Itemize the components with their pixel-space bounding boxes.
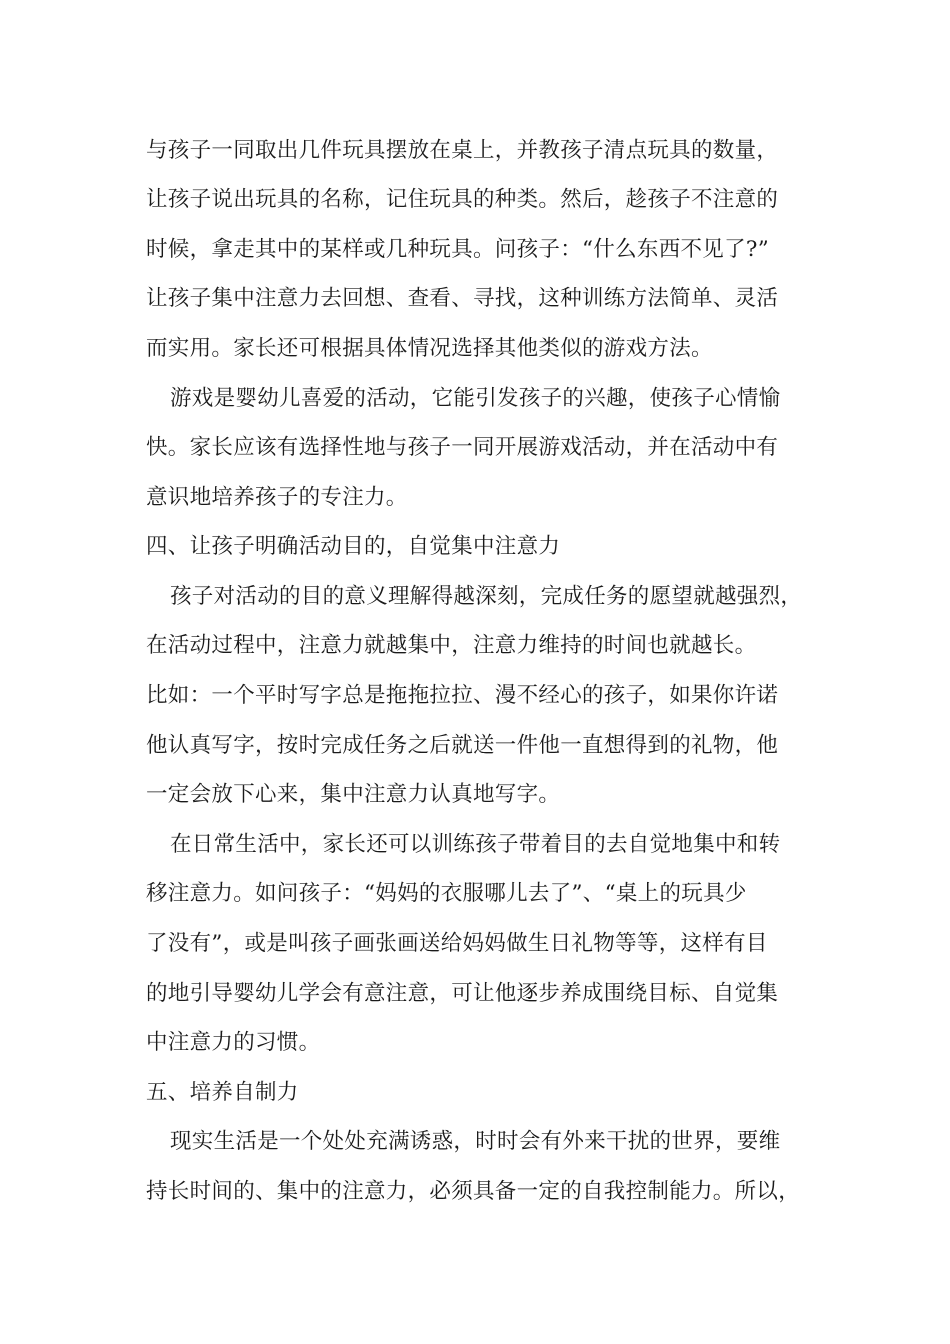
paragraph-line: 移注意力。如问孩子：“妈妈的衣服哪儿去了”、“桌上的玩具少 <box>146 881 747 906</box>
paragraph-line: 时候，拿走其中的某样或几种玩具。问孩子：“什么东西不见了?” <box>146 237 770 262</box>
paragraph-line: 而实用。家长还可根据具体情况选择其他类似的游戏方法。 <box>146 336 713 361</box>
section-heading: 五、培养自制力 <box>146 1080 299 1105</box>
paragraph-line: 意识地培养孩子的专注力。 <box>146 485 408 510</box>
section-heading: 四、让孩子明确活动目的，自觉集中注意力 <box>146 534 561 559</box>
paragraph-line: 快。家长应该有选择性地与孩子一同开展游戏活动，并在活动中有 <box>146 435 779 460</box>
paragraph-line: 一定会放下心来，集中注意力认真地写字。 <box>146 782 561 807</box>
paragraph-line: 让孩子集中注意力去回想、查看、寻找，这种训练方法简单、灵活 <box>146 286 779 311</box>
paragraph-line: 了没有”，或是叫孩子画张画送给妈妈做生日礼物等等，这样有目 <box>146 931 768 956</box>
paragraph-line: 与孩子一同取出几件玩具摆放在桌上，并教孩子清点玩具的数量， <box>146 138 779 163</box>
paragraph-line: 的地引导婴幼儿学会有意注意，可让他逐步养成围绕目标、自觉集 <box>146 981 779 1006</box>
paragraph-line: 游戏是婴幼儿喜爱的活动，它能引发孩子的兴趣，使孩子心情愉 <box>170 386 781 411</box>
paragraph-line: 在日常生活中，家长还可以训练孩子带着目的去自觉地集中和转 <box>170 832 781 857</box>
paragraph-line: 比如：一个平时写字总是拖拖拉拉、漫不经心的孩子，如果你许诺 <box>146 683 779 708</box>
paragraph-line: 持长时间的、集中的注意力，必须具备一定的自我控制能力。所以， <box>146 1179 801 1204</box>
paragraph-line: 现实生活是一个处处充满诱惑，时时会有外来干扰的世界，要维 <box>170 1129 781 1154</box>
paragraph-line: 孩子对活动的目的意义理解得越深刻，完成任务的愿望就越强烈， <box>170 584 803 609</box>
paragraph-line: 中注意力的习惯。 <box>146 1030 321 1055</box>
paragraph-line: 让孩子说出玩具的名称，记住玩具的种类。然后，趁孩子不注意的 <box>146 187 779 212</box>
paragraph-line: 在活动过程中，注意力就越集中，注意力维持的时间也就越长。 <box>146 633 757 658</box>
paragraph-line: 他认真写字，按时完成任务之后就送一件他一直想得到的礼物，他 <box>146 733 779 758</box>
